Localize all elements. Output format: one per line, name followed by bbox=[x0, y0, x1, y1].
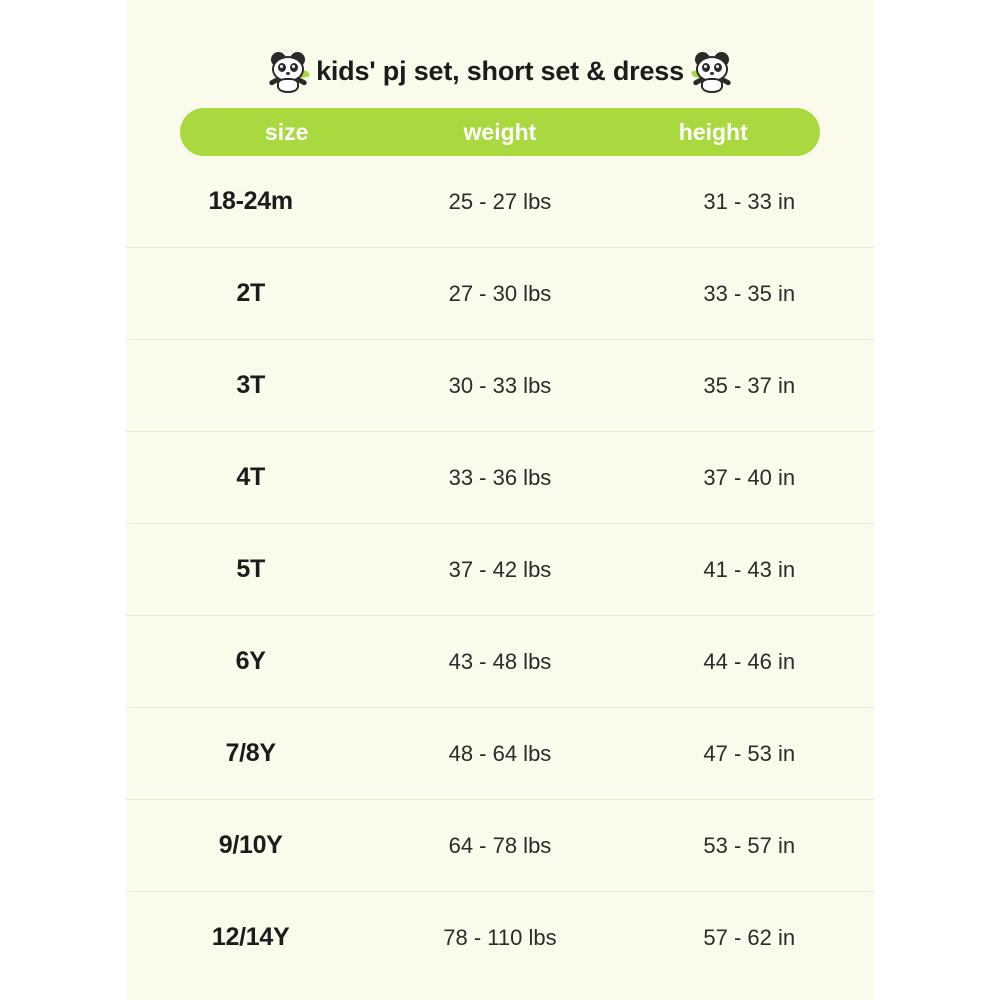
cell-height: 57 - 62 in bbox=[703, 924, 796, 950]
table-row bbox=[126, 708, 874, 800]
cell-height: 47 - 53 in bbox=[703, 740, 796, 766]
cell-size: 2T bbox=[236, 279, 265, 307]
chart-panel bbox=[126, 0, 874, 1000]
cell-weight: 33 - 36 lbs bbox=[448, 464, 552, 490]
cell-weight: 43 - 48 lbs bbox=[448, 648, 552, 674]
cell-size: 5T bbox=[236, 555, 265, 583]
cell-height: 33 - 35 in bbox=[703, 280, 796, 306]
page-title: kids' pj set, short set & dress bbox=[316, 55, 684, 86]
cell-size: 6Y bbox=[235, 647, 266, 675]
cell-height: 41 - 43 in bbox=[703, 556, 796, 582]
table-row bbox=[126, 892, 874, 983]
table-row bbox=[126, 156, 874, 248]
table-row bbox=[126, 248, 874, 340]
cell-size: 18-24m bbox=[208, 187, 293, 215]
cell-height: 53 - 57 in bbox=[703, 832, 796, 858]
table-header-row bbox=[180, 108, 820, 156]
size-table bbox=[126, 108, 874, 983]
cell-weight: 48 - 64 lbs bbox=[448, 740, 552, 766]
panda-icon bbox=[690, 48, 734, 94]
column-header-size: size bbox=[264, 118, 309, 145]
cell-size: 12/14Y bbox=[211, 923, 290, 951]
cell-weight: 30 - 33 lbs bbox=[448, 372, 552, 398]
cell-size: 7/8Y bbox=[225, 739, 276, 767]
table-row bbox=[126, 616, 874, 708]
cell-size: 4T bbox=[236, 463, 265, 491]
cell-weight: 25 - 27 lbs bbox=[448, 188, 552, 214]
chart-title-row bbox=[126, 40, 874, 102]
cell-weight: 78 - 110 lbs bbox=[443, 924, 557, 950]
cell-size: 9/10Y bbox=[218, 831, 283, 859]
cell-height: 44 - 46 in bbox=[703, 648, 796, 674]
table-row bbox=[126, 432, 874, 524]
cell-weight: 64 - 78 lbs bbox=[448, 832, 552, 858]
table-row bbox=[126, 340, 874, 432]
cell-height: 37 - 40 in bbox=[703, 464, 796, 490]
cell-weight: 37 - 42 lbs bbox=[448, 556, 552, 582]
cell-size: 3T bbox=[236, 371, 265, 399]
panda-icon bbox=[266, 48, 310, 94]
column-header-weight: weight bbox=[463, 118, 537, 145]
cell-height: 35 - 37 in bbox=[703, 372, 796, 398]
cell-height: 31 - 33 in bbox=[703, 188, 796, 214]
table-row bbox=[126, 524, 874, 616]
cell-weight: 27 - 30 lbs bbox=[448, 280, 552, 306]
column-header-height: height bbox=[678, 118, 748, 145]
table-row bbox=[126, 800, 874, 892]
